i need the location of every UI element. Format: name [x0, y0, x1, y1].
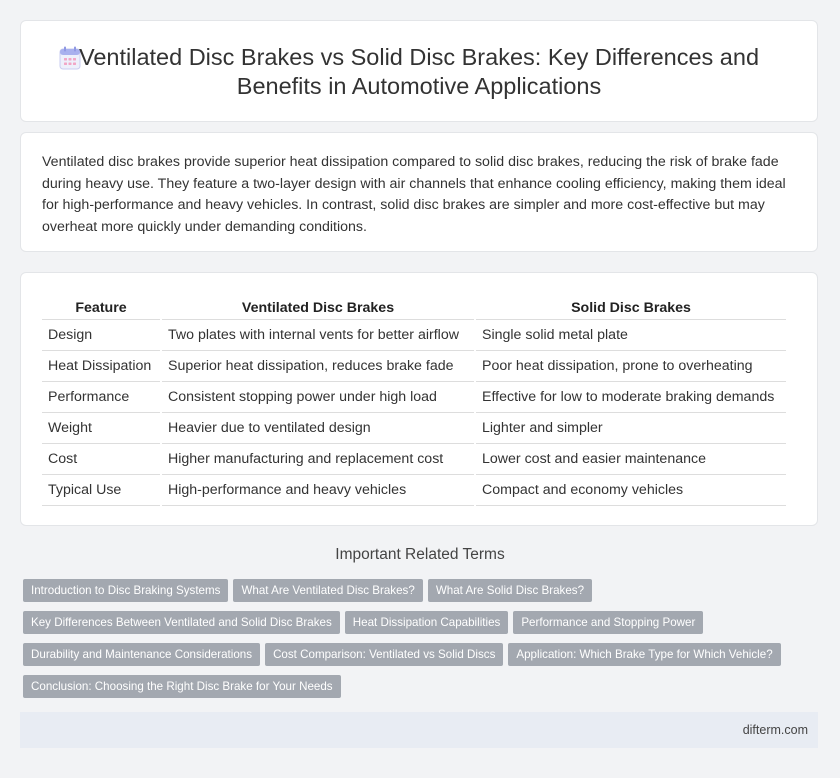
page-title: Ventilated Disc Brakes vs Solid Disc Brakes: Key Differences and Benefits in Automotive Applications	[78, 44, 760, 99]
comparison-table	[42, 297, 786, 506]
feature-cell: Typical Use	[42, 475, 161, 506]
related-terms-heading: Important Related Terms	[335, 546, 505, 563]
related-term-link[interactable]: Introduction to Disc Braking Systems	[23, 579, 228, 602]
header-solid: Solid Disc Brakes	[475, 297, 786, 320]
solid-cell: Single solid metal plate	[475, 320, 786, 351]
related-term-link[interactable]: Heat Dissipation Capabilities	[345, 611, 509, 634]
solid-cell: Lower cost and easier maintenance	[475, 444, 786, 475]
footer-site-link[interactable]: difterm.com	[742, 723, 808, 737]
intro-card	[20, 132, 818, 252]
related-term-link[interactable]: What Are Solid Disc Brakes?	[428, 579, 592, 602]
feature-cell: Cost	[42, 444, 161, 475]
header-ventilated: Ventilated Disc Brakes	[161, 297, 475, 320]
table-row	[42, 475, 786, 506]
title-card	[20, 20, 818, 122]
related-term-link[interactable]: What Are Ventilated Disc Brakes?	[233, 579, 422, 602]
table-row	[42, 382, 786, 413]
table-row	[42, 413, 786, 444]
solid-cell: Poor heat dissipation, prone to overheating	[475, 351, 786, 382]
feature-cell: Heat Dissipation	[42, 351, 161, 382]
table-row	[42, 320, 786, 351]
related-term-link[interactable]: Performance and Stopping Power	[513, 611, 703, 634]
footer	[20, 712, 818, 748]
ventilated-cell: Heavier due to ventilated design	[161, 413, 475, 444]
related-term-link[interactable]: Cost Comparison: Ventilated vs Solid Discs	[265, 643, 503, 666]
solid-cell: Compact and economy vehicles	[475, 475, 786, 506]
related-term-link[interactable]: Application: Which Brake Type for Which Vehicle?	[508, 643, 780, 666]
ventilated-cell: Consistent stopping power under high load	[161, 382, 475, 413]
table-header-row	[42, 297, 786, 320]
table-row	[42, 351, 786, 382]
related-terms-list	[23, 579, 823, 707]
comparison-card	[20, 272, 818, 526]
intro-paragraph: Ventilated disc brakes provide superior heat dissipation compared to solid disc brakes, reducing the risk of brake fade during heavy use. They feature a two-layer design with air channels that enhance cooling efficiency, making them ideal for high-performance and heavy vehicles. In contrast, solid disc brakes are simpler and more cost-effective but may overheat more quickly under demanding conditions.	[42, 154, 786, 235]
table-row	[42, 444, 786, 475]
ventilated-cell: Higher manufacturing and replacement cost	[161, 444, 475, 475]
header-feature: Feature	[42, 297, 161, 320]
solid-cell: Lighter and simpler	[475, 413, 786, 444]
related-term-link[interactable]: Durability and Maintenance Considerations	[23, 643, 260, 666]
related-term-link[interactable]: Key Differences Between Ventilated and Solid Disc Brakes	[23, 611, 340, 634]
feature-cell: Design	[42, 320, 161, 351]
related-term-link[interactable]: Conclusion: Choosing the Right Disc Brake for Your Needs	[23, 675, 341, 698]
ventilated-cell: Superior heat dissipation, reduces brake fade	[161, 351, 475, 382]
ventilated-cell: High-performance and heavy vehicles	[161, 475, 475, 506]
solid-cell: Effective for low to moderate braking demands	[475, 382, 786, 413]
feature-cell: Weight	[42, 413, 161, 444]
feature-cell: Performance	[42, 382, 161, 413]
ventilated-cell: Two plates with internal vents for better airflow	[161, 320, 475, 351]
